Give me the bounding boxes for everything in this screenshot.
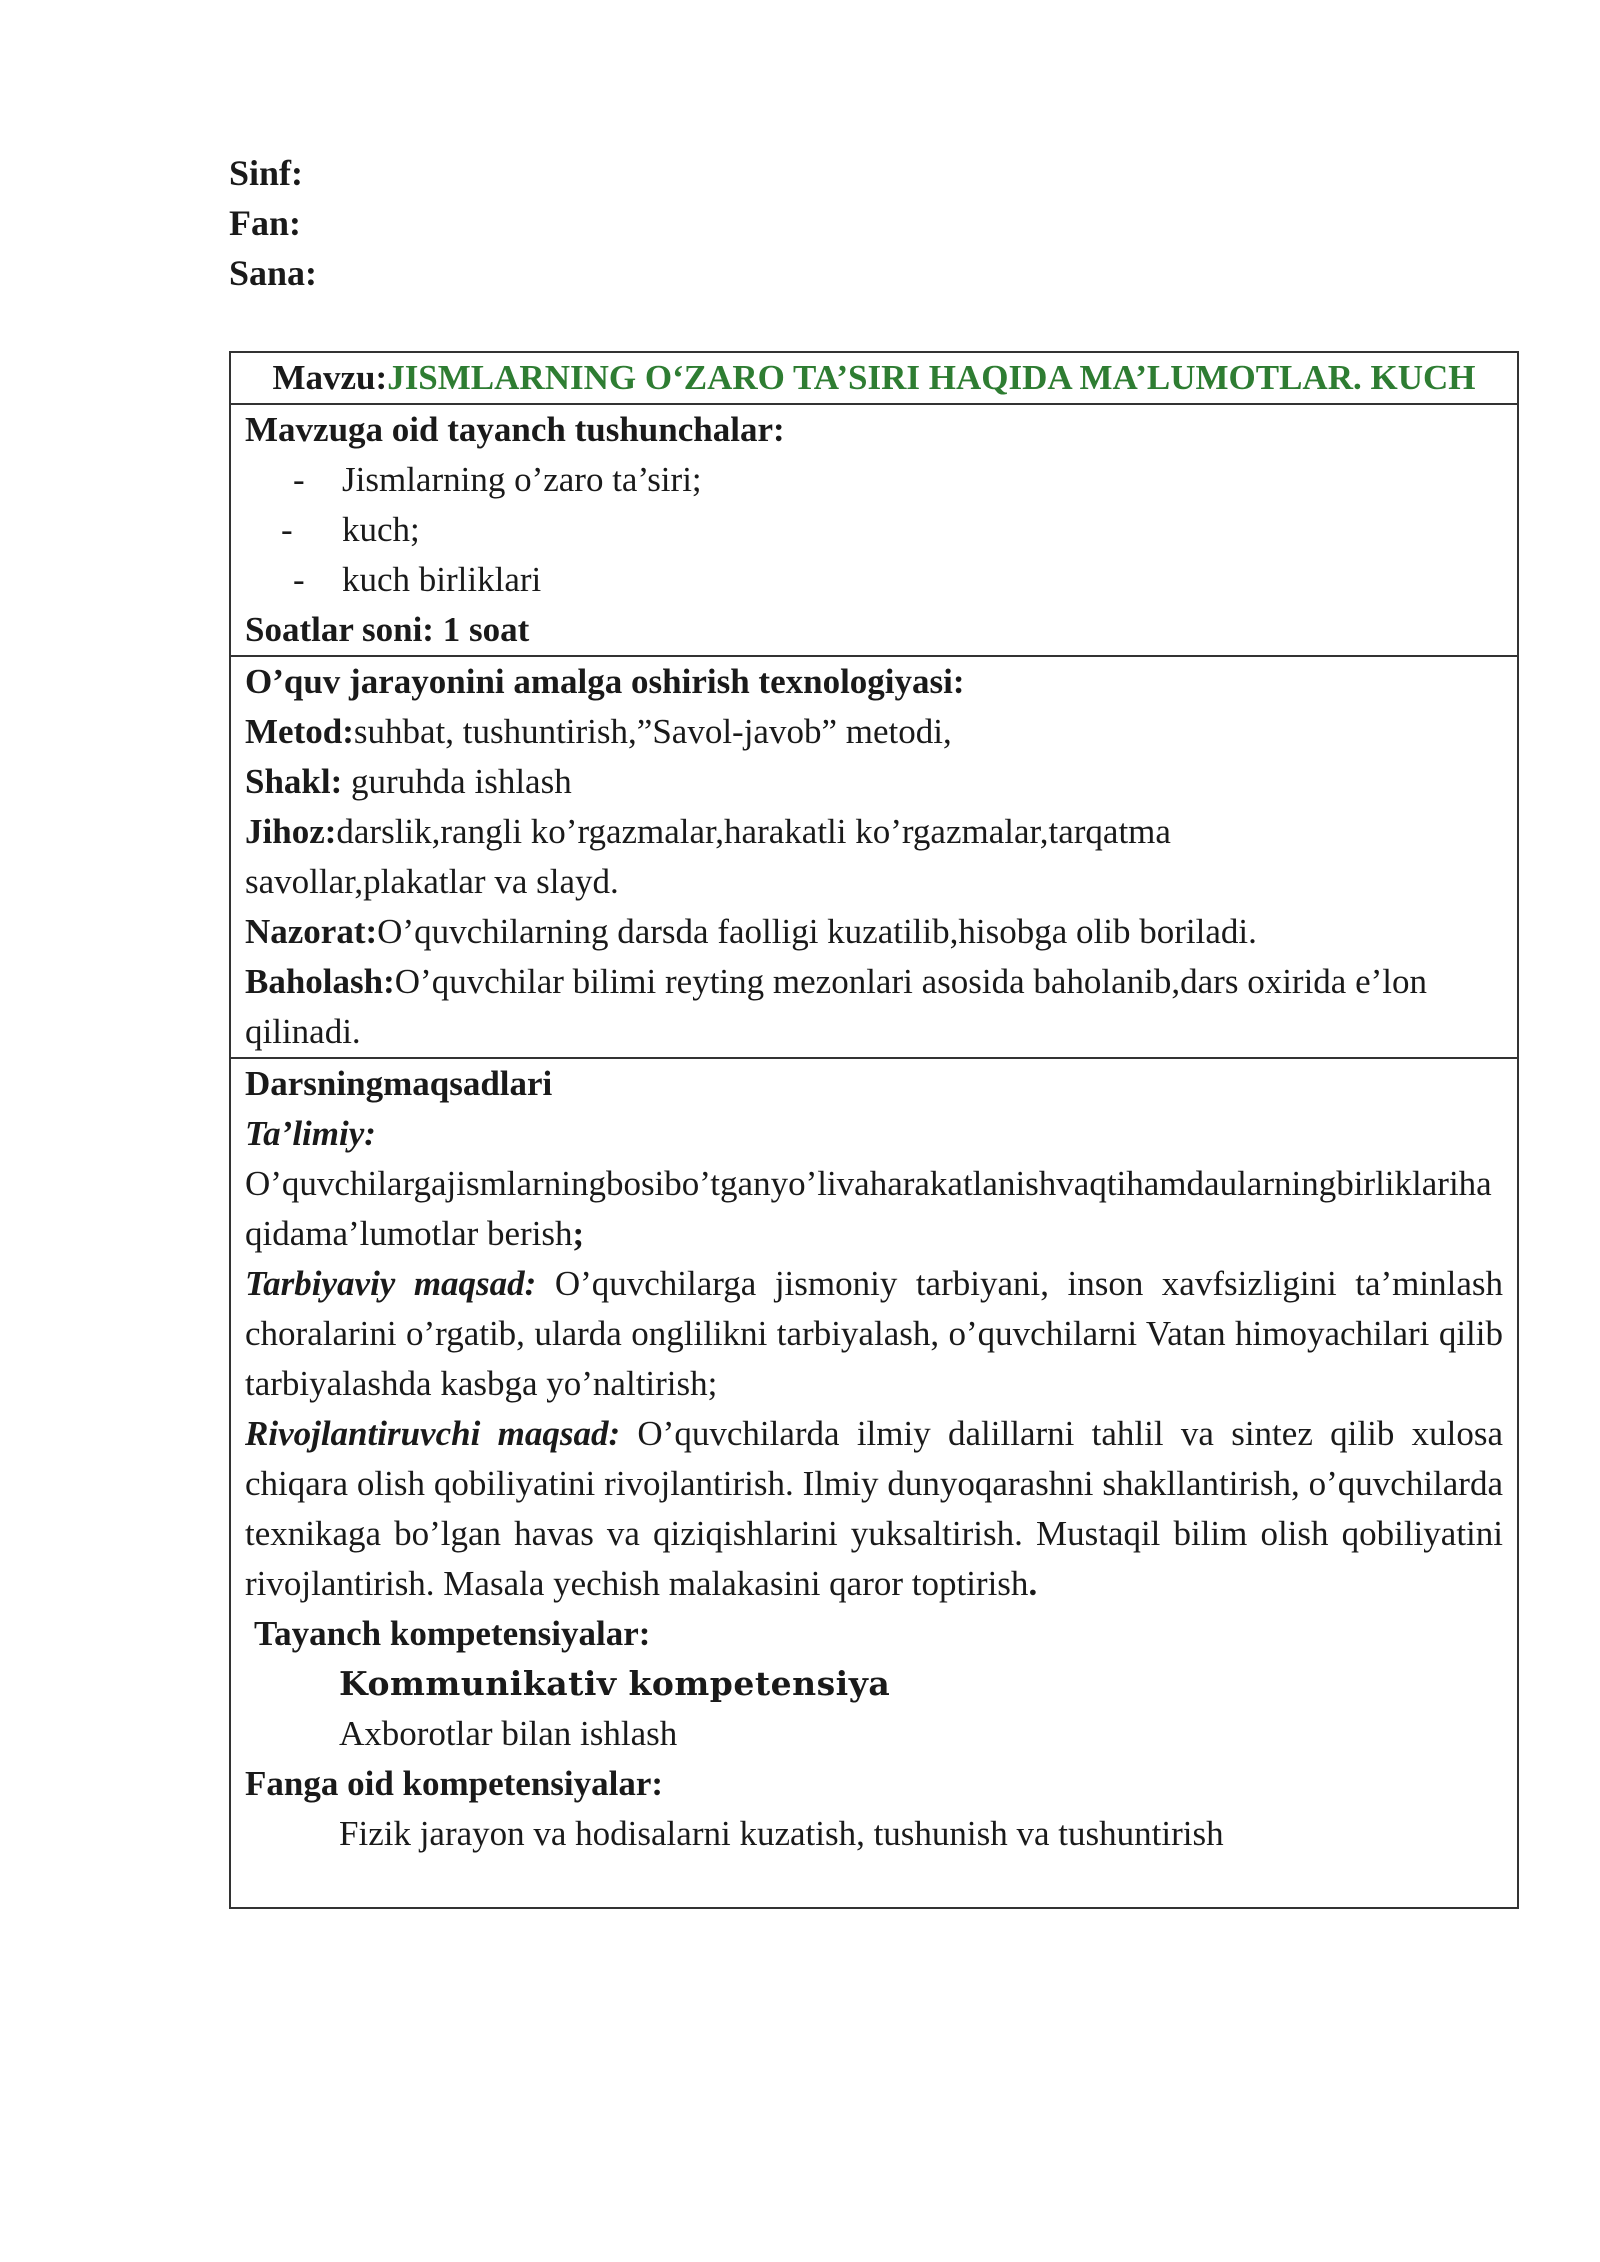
communicative-competency: Kommunikativ kompetensiya <box>339 1664 891 1703</box>
class-label: Sinf: <box>229 153 304 193</box>
grading-label: Baholash: <box>245 962 395 1001</box>
upbringing-label: Tarbiyaviy maqsad: <box>245 1264 537 1303</box>
subject-label: Fan: <box>229 203 301 243</box>
developmental-paragraph <box>245 1409 1503 1609</box>
subject-competencies-title: Fanga oid kompetensiyalar: <box>245 1764 664 1803</box>
control-value: O’quvchilarning darsda faolligi kuzatilib,hisobga olib boriladi. <box>377 912 1257 951</box>
developmental-end: . <box>1028 1564 1038 1603</box>
concept-item: - Jismlarning o’zaro ta’siri; <box>245 455 1503 505</box>
upbringing-paragraph <box>245 1259 1503 1409</box>
goals-title: Darsningmaqsadlari <box>245 1064 553 1103</box>
goals-row <box>230 1058 1518 1908</box>
subject-competency-text: Fizik jarayon va hodisalarni kuzatish, tushunish va tushuntirish <box>339 1814 1224 1853</box>
concept-item: - kuch; <box>245 505 1503 555</box>
technology-cell <box>230 656 1518 1058</box>
goals-cell <box>230 1058 1518 1908</box>
educational-text <box>245 1159 1503 1259</box>
information-competency: Axborotlar bilan ishlash <box>339 1714 678 1753</box>
form-line <box>245 757 1503 807</box>
concepts-list <box>245 455 1503 605</box>
upbringing-text: O’quvchilarga jismoniy tarbiyani, inson xavfsizligini ta’minlash choralarini o’rgatib, ularda onglilikni tarbiyalash, o’quvchilarni Vatan himoyachilari qilib tarbiyalashda kasbga yo’naltirish; <box>245 1264 1503 1403</box>
concepts-row <box>230 404 1518 656</box>
method-line <box>245 707 1503 757</box>
date-label: Sana: <box>229 253 318 293</box>
equipment-line <box>245 807 1503 907</box>
topic-row <box>230 352 1518 404</box>
grading-value: O’quvchilar bilimi reyting mezonlari asosida baholanib,dars oxirida e’lon qilinadi. <box>245 962 1427 1051</box>
method-label: Metod: <box>245 712 354 751</box>
concepts-cell <box>230 404 1518 656</box>
technology-title: O’quv jarayonini amalga oshirish texnologiyasi: <box>245 662 965 701</box>
concept-item: - kuch birliklari <box>245 555 1503 605</box>
developmental-text: O’quvchilarda ilmiy dalillarni tahlil va sintez qilib xulosa chiqara olish qobiliyatini rivojlantirish. Ilmiy dunyoqarashni shakllantirish, o’quvchilarda texnikaga bo’lgan havas va qiziqishlarini yuksaltirish. Mustaqil bilim olish qobiliyatini rivojlantirish. Masala yechish malakasini qaror toptirish <box>245 1414 1503 1603</box>
educational-label-text: Ta’limiy: <box>245 1114 376 1153</box>
control-label: Nazorat: <box>245 912 378 951</box>
equipment-label: Jihoz: <box>245 812 337 851</box>
topic-cell <box>230 352 1518 404</box>
core-competencies-title: Tayanch kompetensiyalar: <box>254 1614 651 1653</box>
lesson-plan-table <box>229 351 1519 1909</box>
topic-label: Mavzu: <box>272 358 388 397</box>
topic-value: JISMLARNING O‘ZARO TA’SIRI HAQIDA MA’LUMOTLAR. KUCH <box>387 358 1476 397</box>
method-value: suhbat, tushuntirish,”Savol-javob” metodi, <box>353 712 952 751</box>
educational-label <box>245 1109 1503 1159</box>
equipment-value: darslik,rangli ko’rgazmalar,harakatli ko’rgazmalar,tarqatma savollar,plakatlar va slayd. <box>245 812 1171 901</box>
form-value: guruhda ishlash <box>342 762 572 801</box>
educational-body: O’quvchilargajismlarningbosibo’tganyo’livaharakatlanishvaqtihamdaularningbirliklarihaqidama’lumotlar berish <box>245 1164 1492 1253</box>
developmental-label: Rivojlantiruvchi maqsad: <box>245 1414 621 1453</box>
hours-count: Soatlar soni: 1 soat <box>245 610 530 649</box>
form-label: Shakl: <box>245 762 343 801</box>
control-line <box>245 907 1503 957</box>
technology-row <box>230 656 1518 1058</box>
concepts-title: Mavzuga oid tayanch tushunchalar: <box>245 410 785 449</box>
educational-end: ; <box>572 1214 585 1253</box>
grading-line <box>245 957 1503 1057</box>
header-fields <box>229 148 317 298</box>
